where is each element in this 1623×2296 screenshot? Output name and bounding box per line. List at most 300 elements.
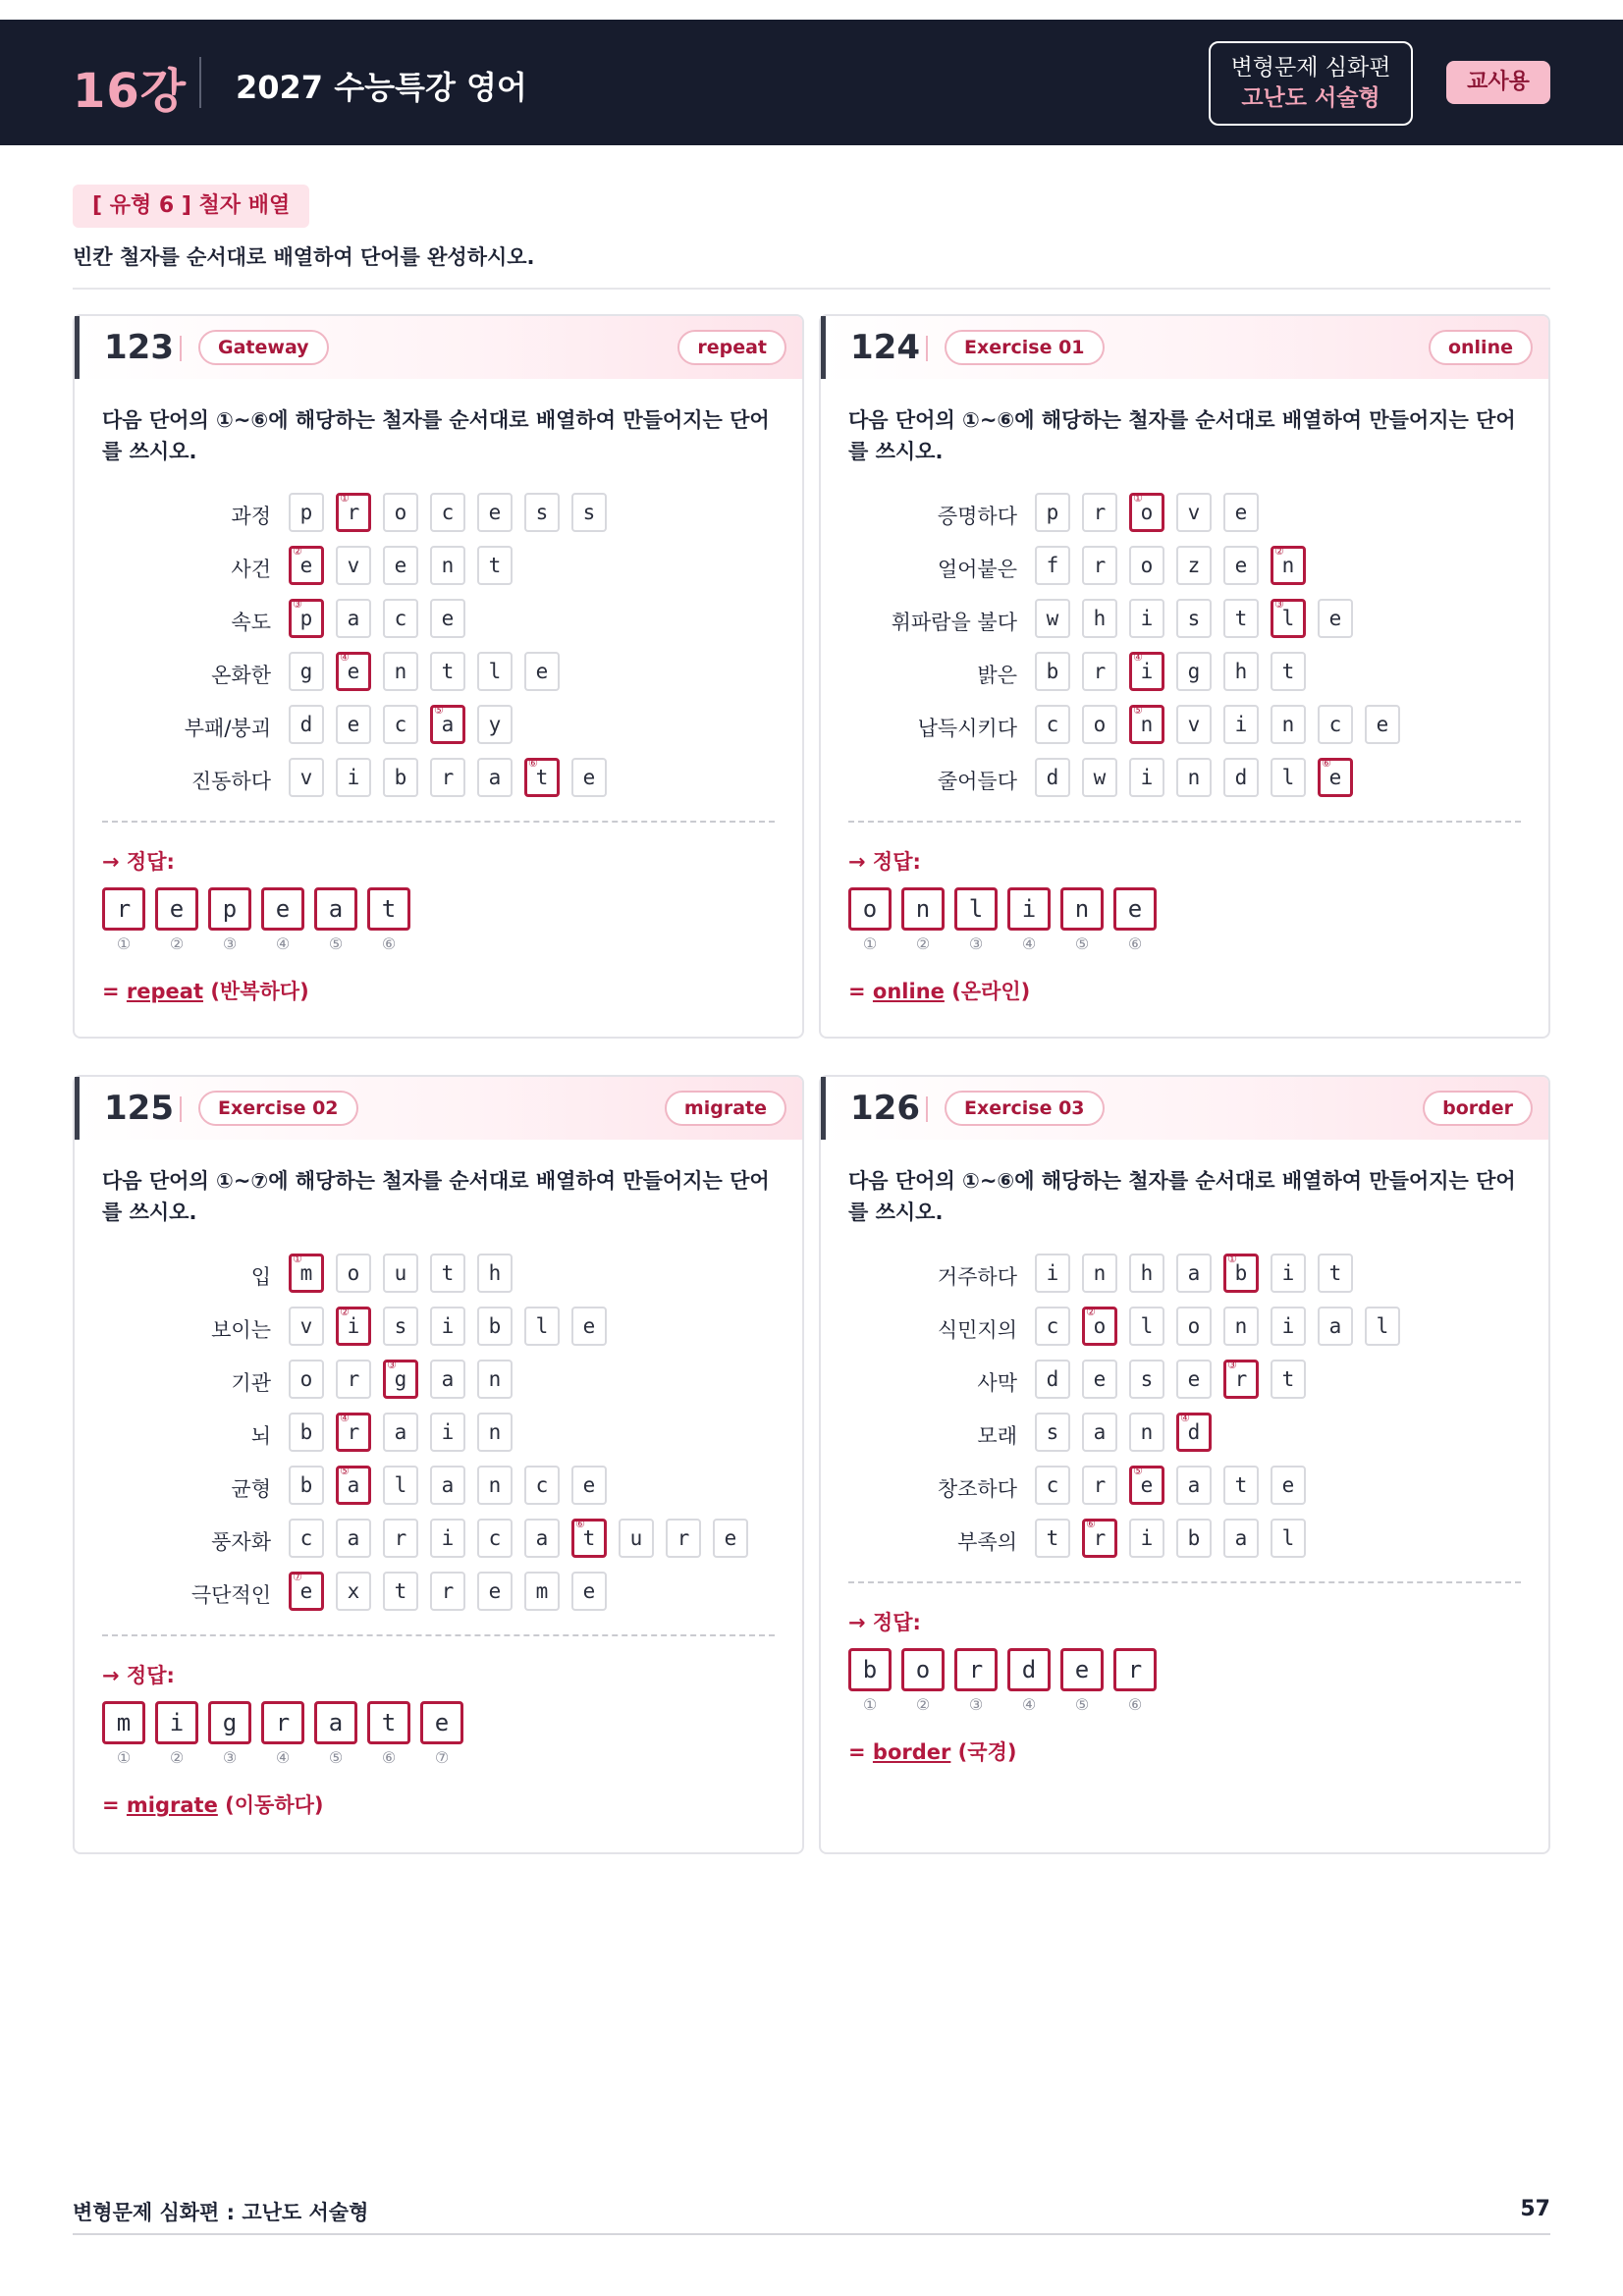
letter-box: [1035, 1413, 1070, 1452]
answer-box: [367, 1701, 410, 1767]
answer-box: [848, 1648, 892, 1714]
letter-box: [1082, 1254, 1117, 1293]
letter-boxes: [289, 705, 524, 744]
letter: n: [488, 1473, 502, 1497]
letter-box: [383, 758, 418, 797]
letter: c: [441, 501, 455, 524]
highlighted-letter-box: [289, 546, 324, 585]
letter-box: [336, 546, 371, 585]
letter-box: [1176, 493, 1212, 532]
letter: e: [1376, 713, 1389, 736]
letter: a: [1187, 1261, 1201, 1285]
letter-box: [289, 1413, 324, 1452]
letter: d: [1046, 1367, 1059, 1391]
korean-meaning: 진동하다: [190, 770, 271, 793]
letter-box: [430, 652, 465, 691]
answer-order-number: ②: [915, 934, 931, 953]
letter-box: [289, 705, 324, 744]
answer-order-number: ①: [862, 1695, 878, 1714]
letter: t: [1328, 1261, 1342, 1285]
order-marker: ③: [387, 1359, 397, 1371]
letter: b: [394, 766, 407, 789]
answer-letter: l: [954, 887, 998, 931]
letter-box: [1176, 1466, 1212, 1505]
letter: i: [441, 1420, 455, 1444]
answer-order-number: ④: [275, 1748, 291, 1767]
letter-box: [430, 546, 465, 585]
letter: r: [1093, 1473, 1107, 1497]
highlighted-letter-box: [289, 1254, 324, 1293]
letter: e: [441, 607, 455, 630]
answer-boxes: [102, 1701, 473, 1767]
meaning-prefix: =: [848, 980, 873, 1003]
answer-order-number: ④: [275, 934, 291, 953]
header-divider: [199, 57, 201, 108]
letter-box: [1176, 546, 1212, 585]
answer-order-number: ⑤: [328, 934, 344, 953]
letter-box: [289, 1466, 324, 1505]
letter: t: [488, 554, 502, 577]
answer-letter: p: [208, 887, 251, 931]
letter-box: [383, 1466, 418, 1505]
course-title: 2027 수능특강 영어: [236, 69, 527, 106]
letter: y: [488, 713, 502, 736]
answer-letter: r: [261, 1701, 304, 1744]
letter: r: [347, 501, 360, 524]
order-marker: ②: [1086, 1306, 1096, 1318]
letter: v: [1187, 713, 1201, 736]
word-row: [75, 1572, 762, 1613]
letter-box: [430, 1360, 465, 1399]
letter-box: [383, 1307, 418, 1346]
answer-label: → 정답:: [848, 1611, 921, 1634]
korean-meaning: 창조하다: [937, 1477, 1017, 1501]
word-row: [821, 1413, 1508, 1454]
letter: b: [488, 1314, 502, 1338]
letter: e: [347, 713, 360, 736]
letter: b: [1187, 1526, 1201, 1550]
card-header-accent-bar: [75, 316, 80, 379]
highlighted-letter-box: [430, 705, 465, 744]
letter: i: [1281, 1261, 1295, 1285]
order-marker: ②: [340, 1306, 350, 1318]
series-line-1: 변형문제 심화편: [1230, 55, 1391, 80]
letter: n: [441, 554, 455, 577]
letter: e: [582, 1473, 596, 1497]
answer-box: [367, 887, 410, 953]
answer-order-number: ②: [915, 1695, 931, 1714]
answer-box: [208, 887, 251, 953]
letter: c: [1046, 1473, 1059, 1497]
letter-boxes: [289, 546, 524, 585]
letter: v: [1187, 501, 1201, 524]
letter: n: [1281, 554, 1295, 577]
korean-meaning: 모래: [977, 1424, 1017, 1448]
letter: p: [299, 501, 313, 524]
letter-box: [1035, 652, 1070, 691]
card-header: [821, 316, 1548, 379]
korean-meaning: 식민지의: [937, 1318, 1017, 1342]
letter: e: [582, 1579, 596, 1603]
korean-meaning: 균형: [231, 1477, 271, 1501]
korean-meaning: 증명하다: [937, 505, 1017, 528]
word-row: [821, 1519, 1508, 1560]
answer-order-number: ④: [1021, 1695, 1037, 1714]
letter: c: [535, 1473, 549, 1497]
highlighted-letter-box: [1176, 1413, 1212, 1452]
letter: o: [1187, 1314, 1201, 1338]
letter: v: [299, 766, 313, 789]
korean-meaning: 과정: [231, 505, 271, 528]
letter: n: [1234, 1314, 1248, 1338]
dashed-divider: [102, 821, 775, 823]
letter-box: [1223, 1307, 1259, 1346]
order-marker: ①: [1227, 1253, 1237, 1265]
letter-box: [289, 493, 324, 532]
answer-tag: border: [1423, 1091, 1533, 1126]
letter-boxes: [1035, 546, 1318, 585]
question-text: 다음 단어의 ①~⑥에 해당하는 철자를 순서대로 배열하여 만들어지는 단어를 쓰시오.: [848, 408, 1516, 463]
letter-box: [430, 758, 465, 797]
question-number-divider: [926, 336, 928, 361]
letter-boxes: [289, 1360, 524, 1399]
answer-letter: g: [208, 1701, 251, 1744]
question-number-divider: [180, 336, 182, 361]
letter: i: [347, 766, 360, 789]
letter-boxes: [1035, 1254, 1365, 1293]
answer-meaning: [848, 976, 1030, 1005]
answer-order-number: ⑤: [1074, 934, 1090, 953]
word-row: [75, 1519, 762, 1560]
answer-letter: e: [261, 887, 304, 931]
answer-box: [102, 887, 145, 953]
letter: r: [676, 1526, 690, 1550]
letter: a: [441, 713, 455, 736]
letter: e: [1187, 1367, 1201, 1391]
letter-box: [477, 1360, 513, 1399]
letter: e: [488, 1579, 502, 1603]
letter-box: [524, 652, 560, 691]
letter-box: [1176, 705, 1212, 744]
question-card: [819, 314, 1550, 1039]
letter: s: [1187, 607, 1201, 630]
order-marker: ⑤: [434, 704, 444, 717]
letter-box: [1223, 599, 1259, 638]
card-header: [75, 1077, 802, 1140]
letter-box: [383, 493, 418, 532]
answer-letter: e: [420, 1701, 463, 1744]
letter-box: [1082, 652, 1117, 691]
letter-box: [571, 1572, 607, 1611]
letter: o: [299, 1367, 313, 1391]
letter-box: [1318, 599, 1353, 638]
letter-box: [289, 758, 324, 797]
answer-box: [1113, 887, 1157, 953]
letter-box: [430, 1519, 465, 1558]
letter: p: [1046, 501, 1059, 524]
letter: n: [488, 1420, 502, 1444]
letter-box: [477, 493, 513, 532]
letter: t: [535, 766, 549, 789]
dashed-divider: [848, 821, 1521, 823]
letter: o: [1140, 554, 1154, 577]
meaning-prefix: =: [848, 1740, 873, 1764]
answer-boxes: [848, 1648, 1166, 1714]
letter: w: [1046, 607, 1059, 630]
letter: d: [1046, 766, 1059, 789]
letter: e: [535, 660, 549, 683]
letter-box: [383, 705, 418, 744]
letter: m: [299, 1261, 313, 1285]
section-divider: [73, 288, 1550, 290]
answer-letter: d: [1007, 1648, 1051, 1691]
letter-box: [1035, 599, 1070, 638]
letter: e: [1093, 1367, 1107, 1391]
series-badge: [1209, 41, 1413, 126]
letter-box: [1271, 705, 1306, 744]
letter-box: [477, 705, 513, 744]
letter-box: [1129, 1307, 1164, 1346]
order-marker: ①: [1133, 492, 1143, 505]
answer-box: [314, 887, 357, 953]
card-header-accent-bar: [75, 1077, 80, 1140]
letter-box: [1223, 1519, 1259, 1558]
korean-meaning: 보이는: [211, 1318, 271, 1342]
answer-box: [208, 1701, 251, 1767]
letter: o: [394, 501, 407, 524]
letter: g: [299, 660, 313, 683]
letter: c: [1046, 1314, 1059, 1338]
letter: h: [1234, 660, 1248, 683]
question-number: 123: [104, 328, 174, 367]
source-tag: Exercise 02: [198, 1091, 358, 1126]
source-tag: Gateway: [198, 330, 329, 365]
letter-box: [1035, 758, 1070, 797]
letter: r: [394, 1526, 407, 1550]
letter: n: [1281, 713, 1295, 736]
letter-box: [571, 493, 607, 532]
answer-box: [1060, 887, 1104, 953]
letter: t: [1046, 1526, 1059, 1550]
answer-label: → 정답:: [848, 850, 921, 874]
korean-meaning: 부족의: [957, 1530, 1017, 1554]
letter: g: [394, 1367, 407, 1391]
letter-boxes: [1035, 599, 1365, 638]
letter: t: [394, 1579, 407, 1603]
letter: t: [582, 1526, 596, 1550]
word-row: [821, 1307, 1508, 1348]
highlighted-letter-box: [336, 1307, 371, 1346]
letter-box: [289, 1360, 324, 1399]
letter: v: [347, 554, 360, 577]
word-row: [821, 1360, 1508, 1401]
letter: f: [1046, 554, 1059, 577]
letter: n: [1187, 766, 1201, 789]
answer-box: [155, 887, 198, 953]
word-row: [75, 758, 762, 799]
word-row: [821, 758, 1508, 799]
letter: e: [299, 1579, 313, 1603]
question-number-divider: [926, 1096, 928, 1122]
letter-box: [1176, 1254, 1212, 1293]
letter: r: [441, 766, 455, 789]
letter: z: [1187, 554, 1201, 577]
answer-box: [261, 887, 304, 953]
letter: b: [299, 1420, 313, 1444]
word-row: [75, 1254, 762, 1295]
answer-letter: a: [314, 1701, 357, 1744]
letter-box: [1035, 1254, 1070, 1293]
korean-meaning: 입: [250, 1265, 271, 1289]
letter-box: [430, 1466, 465, 1505]
footer-divider: [73, 2233, 1550, 2235]
letter-box: [289, 652, 324, 691]
order-marker: ⑥: [1086, 1518, 1096, 1530]
letter-box: [477, 1307, 513, 1346]
letter: r: [1093, 501, 1107, 524]
letter-box: [477, 1519, 513, 1558]
letter-box: [1223, 546, 1259, 585]
letter-boxes: [289, 599, 477, 638]
letter-box: [666, 1519, 701, 1558]
letter-box: [1082, 599, 1117, 638]
letter: g: [1187, 660, 1201, 683]
answer-letter: e: [1113, 887, 1157, 931]
letter: c: [488, 1526, 502, 1550]
answer-box: [954, 887, 998, 953]
letter: o: [1093, 1314, 1107, 1338]
letter-boxes: [289, 1519, 760, 1558]
letter: c: [394, 713, 407, 736]
answer-label: → 정답:: [102, 1664, 175, 1687]
word-row: [75, 705, 762, 746]
letter-box: [1082, 546, 1117, 585]
letter: n: [1140, 1420, 1154, 1444]
highlighted-letter-box: [289, 1572, 324, 1611]
answer-box: [954, 1648, 998, 1714]
letter: r: [441, 1579, 455, 1603]
korean-meaning: 납득시키다: [917, 717, 1017, 740]
letter: w: [1093, 766, 1107, 789]
letter-box: [619, 1519, 654, 1558]
korean-meaning: 속도: [231, 611, 271, 634]
answer-letter: i: [1007, 887, 1051, 931]
letter: r: [347, 1367, 360, 1391]
letter: l: [1281, 607, 1295, 630]
letter: e: [724, 1526, 737, 1550]
answer-box: [102, 1701, 145, 1767]
word-row: [75, 652, 762, 693]
question-card: [73, 314, 804, 1039]
letter: e: [1328, 607, 1342, 630]
letter: i: [1140, 1526, 1154, 1550]
letter-box: [430, 1572, 465, 1611]
letter: c: [299, 1526, 313, 1550]
letter: r: [347, 1420, 360, 1444]
order-marker: ④: [1133, 651, 1143, 664]
letter: b: [299, 1473, 313, 1497]
letter-box: [1035, 1466, 1070, 1505]
letter-box: [1129, 546, 1164, 585]
highlighted-letter-box: [1129, 705, 1164, 744]
letter: b: [1234, 1261, 1248, 1285]
korean-meaning: 얼어붙은: [937, 558, 1017, 581]
answer-order-number: ③: [968, 934, 984, 953]
word-row: [75, 546, 762, 587]
letter-box: [477, 546, 513, 585]
letter: a: [394, 1420, 407, 1444]
letter: l: [1281, 766, 1295, 789]
letter-boxes: [1035, 1360, 1318, 1399]
letter-boxes: [289, 652, 571, 691]
question-card: [819, 1075, 1550, 1854]
letter: t: [1281, 1367, 1295, 1391]
letter-boxes: [1035, 1519, 1318, 1558]
korean-meaning: 뇌: [250, 1424, 271, 1448]
meaning-word: online: [872, 980, 945, 1003]
letter-box: [1129, 599, 1164, 638]
highlighted-letter-box: [1082, 1519, 1117, 1558]
korean-meaning: 기관: [231, 1371, 271, 1395]
highlighted-letter-box: [336, 493, 371, 532]
answer-order-number: ⑤: [328, 1748, 344, 1767]
letter: i: [347, 1314, 360, 1338]
letter-box: [383, 652, 418, 691]
meaning-word: border: [872, 1740, 951, 1764]
order-marker: ②: [1274, 545, 1284, 558]
word-row: [821, 546, 1508, 587]
highlighted-letter-box: [336, 1413, 371, 1452]
korean-meaning: 밝은: [977, 664, 1017, 687]
highlighted-letter-box: [1129, 652, 1164, 691]
answer-box: [1060, 1648, 1104, 1714]
letter-box: [477, 1466, 513, 1505]
letter-boxes: [289, 1413, 524, 1452]
section-type-label: [ 유형 6 ] 철자 배열: [73, 185, 309, 228]
answer-letter: m: [102, 1701, 145, 1744]
letter-box: [1129, 758, 1164, 797]
letter: h: [1093, 607, 1107, 630]
letter-boxes: [289, 493, 619, 532]
answer-order-number: ⑤: [1074, 1695, 1090, 1714]
letter: a: [1187, 1473, 1201, 1497]
letter-box: [1082, 705, 1117, 744]
answer-order-number: ①: [116, 934, 132, 953]
letter-box: [477, 1254, 513, 1293]
answer-order-number: ⑥: [381, 1748, 397, 1767]
letter-boxes: [289, 1572, 619, 1611]
letter: i: [1281, 1314, 1295, 1338]
letter-boxes: [289, 1466, 619, 1505]
letter: r: [1093, 554, 1107, 577]
letter-box: [1129, 1519, 1164, 1558]
answer-order-number: ⑥: [381, 934, 397, 953]
letter: h: [1140, 1261, 1154, 1285]
highlighted-letter-box: [1082, 1307, 1117, 1346]
letter: o: [1140, 501, 1154, 524]
letter-box: [1365, 705, 1400, 744]
answer-box: [261, 1701, 304, 1767]
korean-meaning: 줄어들다: [937, 770, 1017, 793]
question-text: 다음 단어의 ①~⑦에 해당하는 철자를 순서대로 배열하여 만들어지는 단어를 쓰시오.: [102, 1169, 770, 1224]
letter-box: [1035, 1360, 1070, 1399]
card-header: [75, 316, 802, 379]
letter: i: [1140, 607, 1154, 630]
letter: o: [347, 1261, 360, 1285]
letter: t: [441, 660, 455, 683]
letter: h: [488, 1261, 502, 1285]
highlighted-letter-box: [1318, 758, 1353, 797]
